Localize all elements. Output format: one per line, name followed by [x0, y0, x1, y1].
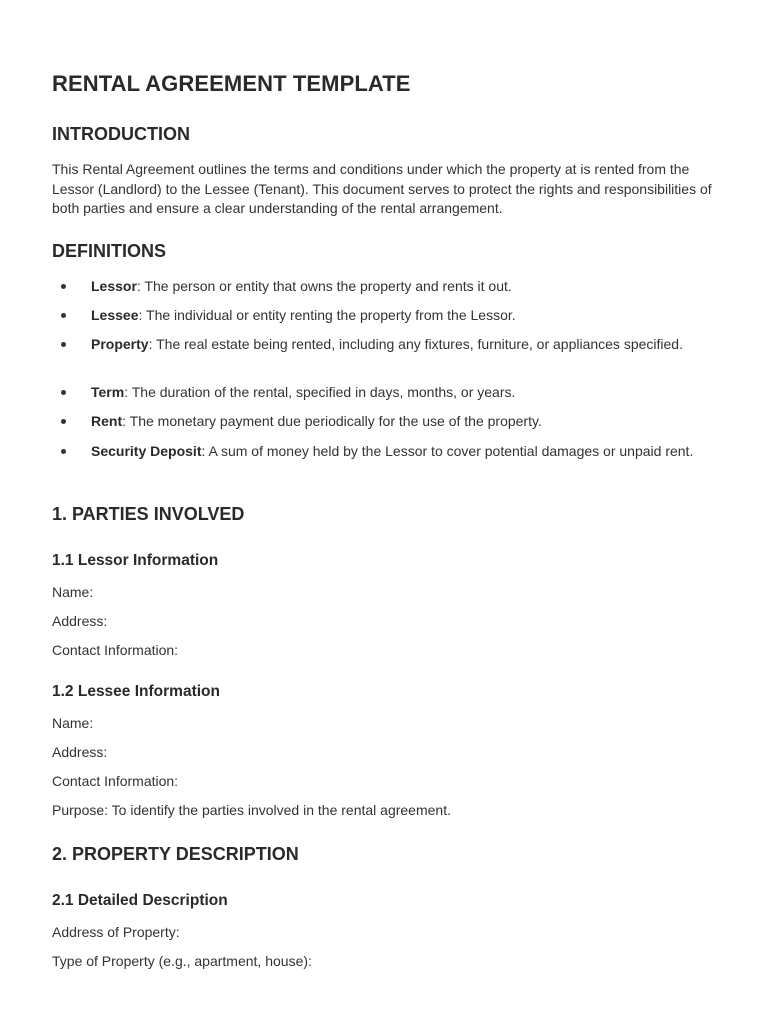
- bullet-icon: [61, 284, 66, 289]
- property-description-heading: 2. PROPERTY DESCRIPTION: [52, 844, 299, 864]
- bullet-icon: [61, 313, 66, 318]
- lessee-info-heading: 1.2 Lessee Information: [52, 683, 220, 700]
- lessee-address-label: Address:: [52, 744, 108, 760]
- lessee-contact-label: Contact Information:: [52, 773, 179, 789]
- definition-term: Property: [91, 336, 149, 352]
- lessee-name-label: Name:: [52, 715, 94, 731]
- property-address-label: Address of Property:: [52, 924, 180, 940]
- bullet-icon: [61, 419, 66, 424]
- definition-term: Security Deposit: [91, 443, 202, 459]
- lessor-name-label: Name:: [52, 584, 94, 600]
- definition-text: : The monetary payment due periodically for the use of the property.: [122, 413, 542, 429]
- property-type-label: Type of Property (e.g., apartment, house):: [52, 953, 312, 969]
- bullet-icon: [61, 390, 66, 395]
- parties-purpose: Purpose: To identify the parties involved in the rental agreement.: [52, 802, 451, 818]
- definitions-heading: DEFINITIONS: [52, 241, 167, 261]
- lessor-contact-label: Contact Information:: [52, 642, 179, 658]
- bullet-icon: [61, 449, 66, 454]
- definition-text: : The individual or entity renting the property from the Lessor.: [138, 307, 516, 323]
- parties-heading: 1. PARTIES INVOLVED: [52, 504, 245, 524]
- definition-term: Rent: [91, 413, 123, 429]
- document-title: RENTAL AGREEMENT TEMPLATE: [52, 71, 411, 96]
- definition-text: : A sum of money held by the Lessor to cover potential damages or unpaid rent.: [201, 443, 694, 459]
- detailed-description-heading: 2.1 Detailed Description: [52, 892, 228, 909]
- bullet-icon: [61, 342, 66, 347]
- definition-text: : The person or entity that owns the property and rents it out.: [136, 278, 512, 294]
- definition-text: : The duration of the rental, specified in days, months, or years.: [124, 384, 516, 400]
- lessor-info-heading: 1.1 Lessor Information: [52, 552, 219, 569]
- lessor-address-label: Address:: [52, 613, 108, 629]
- introduction-heading: INTRODUCTION: [52, 124, 190, 144]
- definition-term: Lessee: [91, 307, 139, 323]
- definition-text: : The real estate being rented, including any fixtures, furniture, or appliances specified.: [148, 336, 683, 352]
- introduction-paragraph: This Rental Agreement outlines the terms and conditions under which the property at is rented from the Lessor (Landlord) to the Lessee (Tenant). This document serves to protect the rights and responsibilities of both parties and ensure a clear understanding of the rental arrangement.: [52, 161, 712, 216]
- definition-term: Lessor: [91, 278, 137, 294]
- definition-term: Term: [91, 384, 125, 400]
